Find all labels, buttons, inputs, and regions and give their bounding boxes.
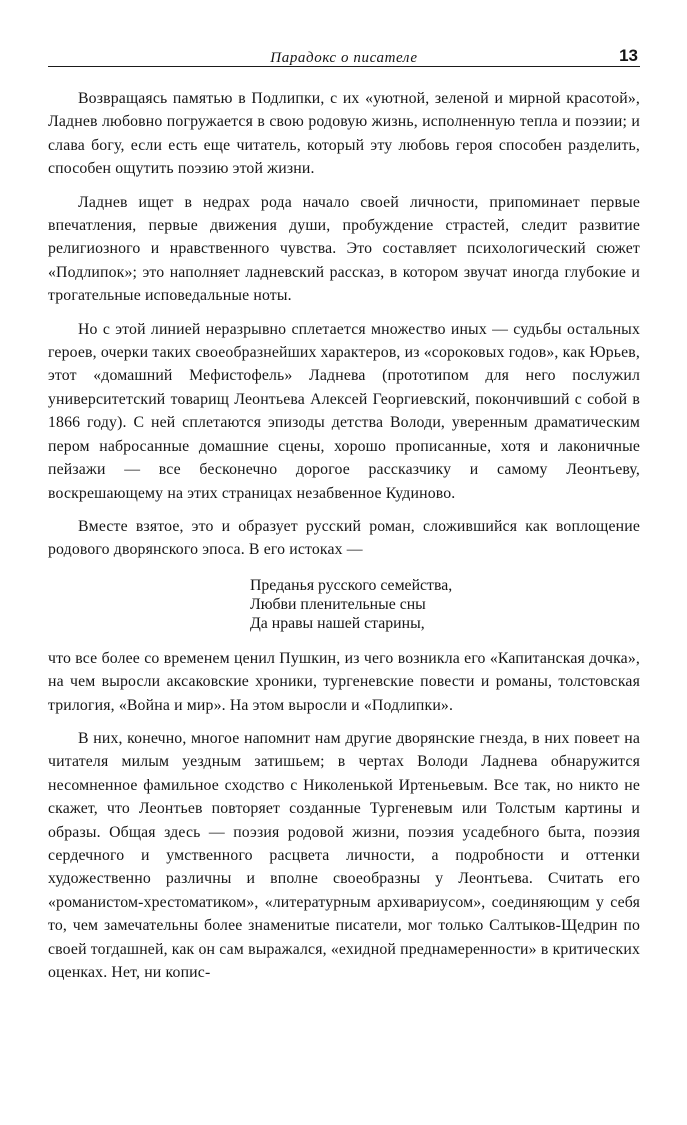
paragraph: Ладнев ищет в недрах рода начало своей личности, припоминает первые впечатления, первые движения души, пробуждение страстей, следит развитие религиозного и нравственного чувства. Это составляет психологический сюжет «Подлипок»; это наполняет ладневский рассказ, в котором звучат иногда глубокие и трогательные исповедальные ноты. bbox=[48, 193, 640, 305]
verse-line: Любви пленительные сны bbox=[250, 595, 426, 613]
running-title: Парадокс о писателе bbox=[270, 50, 418, 66]
paragraph: Вместе взятое, это и образует русский роман, сложившийся как воплощение родового дворянского эпоса. В его истоках — bbox=[48, 517, 640, 559]
page-header bbox=[48, 36, 640, 67]
paragraph-continuation: что все более со временем ценил Пушкин, из чего возникла его «Капитанская дочка», на чем выросли аксаковские хроники, тургеневские повести и романы, толстовская трилогия, «Война и мир». На этом выросли и «Подлипки». bbox=[48, 649, 640, 714]
book-page bbox=[48, 36, 640, 994]
verse-line: Преданья русского семейства, bbox=[250, 576, 453, 594]
paragraph: В них, конечно, многое напомнит нам другие дворянские гнезда, в них повеет на читателя милым уездным затишьем; в чертах Володи Ладнева обнаружится несомненное фамильное сходство с Николенькой Иртеньевым. Все так, но никто не скажет, что Леонтьев повторяет созданные Тургеневым или Толстым картины и образы. Общая здесь — поэзия родовой жизни, поэзия усадебного быта, поэзия сердечного и умственного расцвета личности, а подробности и оттенки художественно различны и вполне своеобразны у Леонтьева. Считать его «романистом-хрестоматиком», «литературным архивариусом», соединяющим у себя то, чем замечательны более знаменитые писатели, мог только Салтыков-Щедрин по своей тогдашней, как он сам выражался, «ехидной преднамеренности» в критических оценках. Нет, ни копис- bbox=[48, 729, 640, 981]
verse-quote bbox=[250, 576, 640, 633]
verse-line: Да нравы нашей старины, bbox=[250, 614, 425, 632]
paragraph: Возвращаясь памятью в Подлипки, с их «уютной, зеленой и мирной красотой», Ладнев любовно погружается в свою родовую жизнь, исполненную тепла и поэзии; и слава богу, если есть еще читатель, который эту любовь героя способен разделить, способен ощутить поэзию этой жизни. bbox=[48, 90, 640, 178]
body-text bbox=[48, 87, 640, 984]
page-number: 13 bbox=[619, 46, 638, 65]
paragraph: Но с этой линией неразрывно сплетается множество иных — судьбы остальных героев, очерки таких своеобразнейших характеров, из «сороковых годов», как Юрьев, этот «домашний Мефистофель» Ладнева (прототипом для него послужил университетский товарищ Леонтьева Алексей Георгиевский, покончивший с собой в 1866 году). С ней сплетаются эпизоды детства Володи, уверенным драматическим пером набросанные домашние сцены, хорошо прописанные, хотя и лаконичные пейзажи — все бесконечно дорогое рассказчику и самому Леонтьеву, воскрешающему на этих страницах незабвенное Кудиново. bbox=[48, 320, 640, 502]
